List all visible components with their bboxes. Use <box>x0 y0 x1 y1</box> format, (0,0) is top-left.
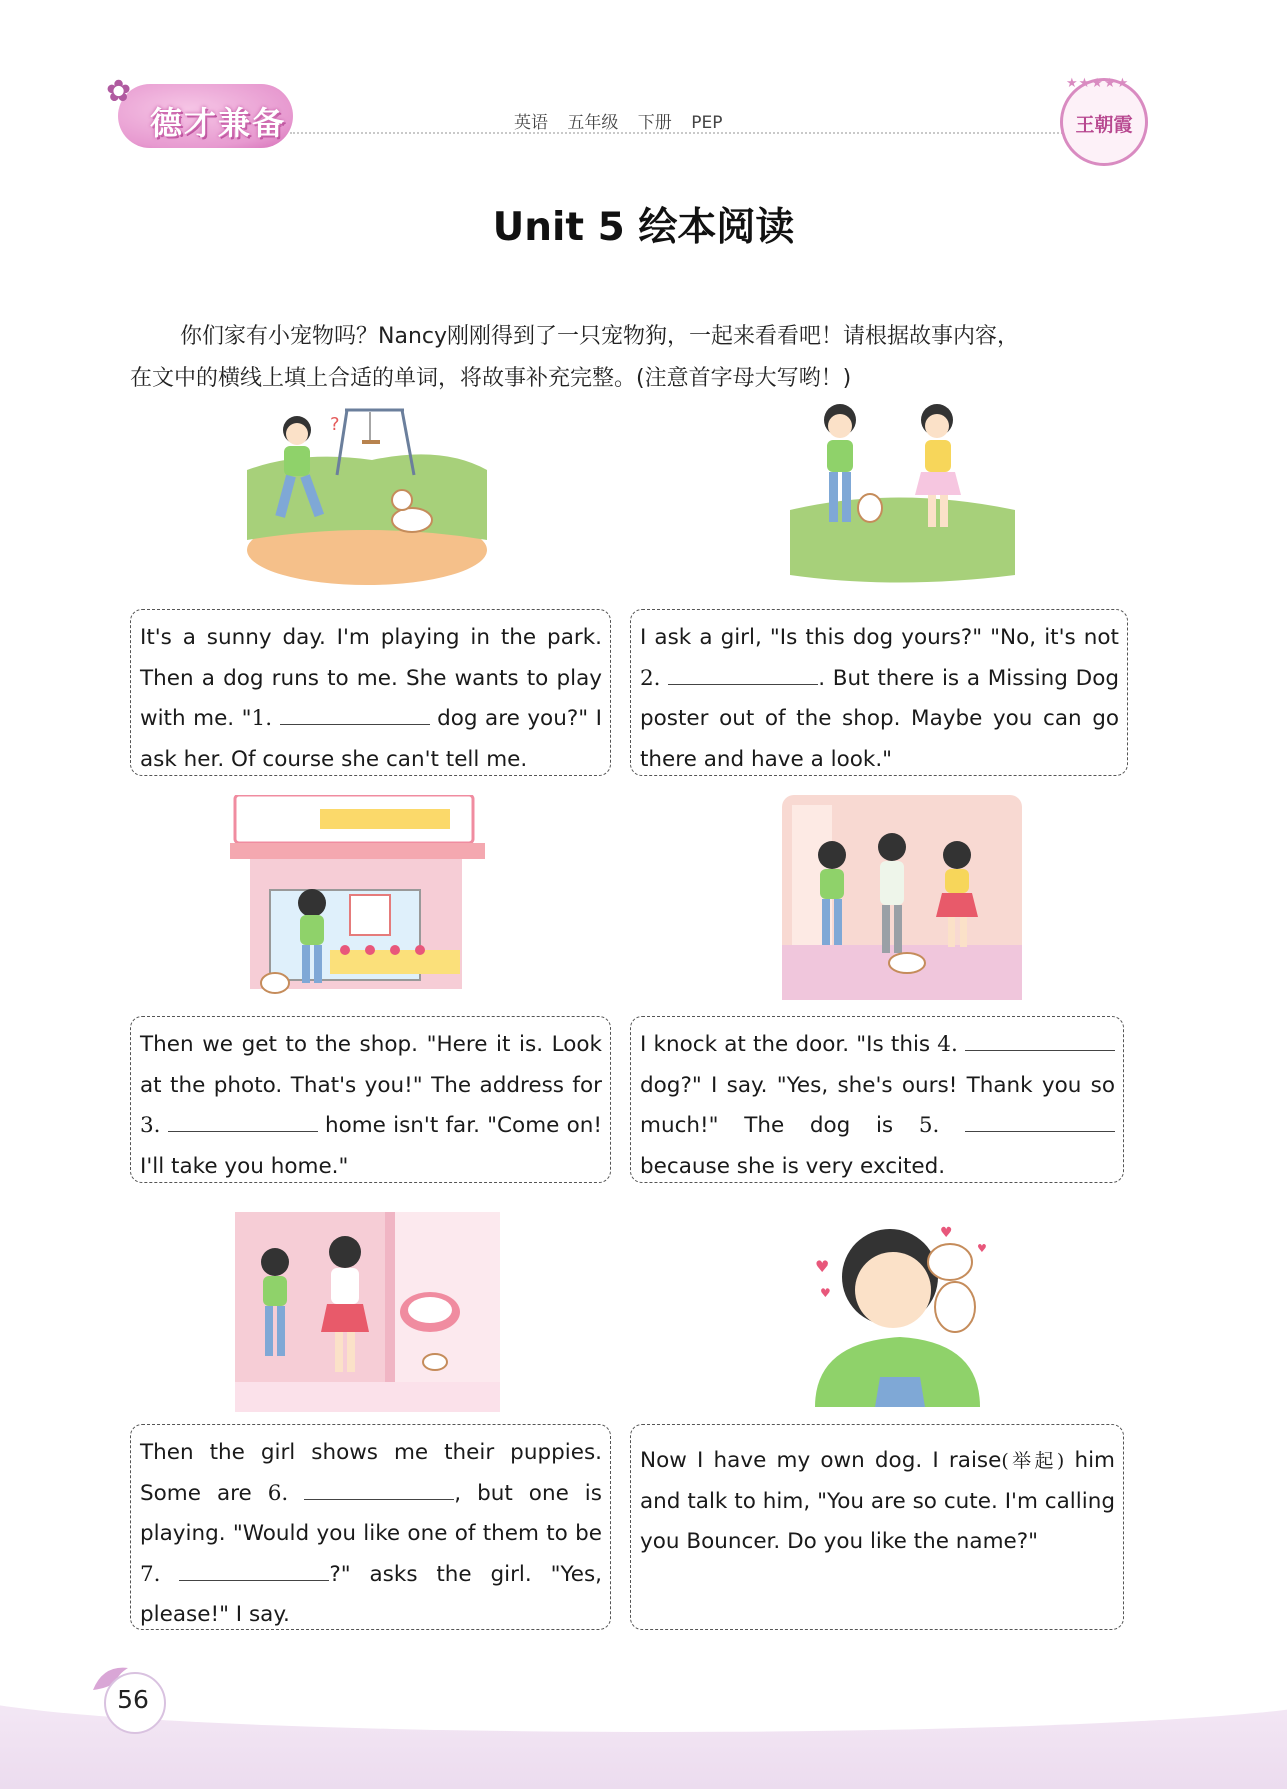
panel-1-text-b: dog are you?" I ask her. Of course she can't tell me. <box>140 706 602 772</box>
story-panel-3 <box>130 1016 611 1183</box>
illustration-two-girls <box>785 400 1020 585</box>
blank-3-number: 3. <box>140 1113 161 1138</box>
footer-wave <box>0 1652 1287 1732</box>
story-panel-5 <box>130 1424 611 1630</box>
panel-6-text-a: Now I have my own dog. I raise <box>640 1448 1002 1473</box>
palm-tree-icon: ✿ <box>106 74 132 109</box>
svg-text:♥: ♥ <box>940 1225 953 1241</box>
book-info: 英语 五年级 下册 PEP <box>514 113 723 133</box>
panel-2-text-b: . But there is a Missing Dog poster out of the shop. Maybe you can go there and have a look." <box>640 665 1119 772</box>
panel-1-text-a: It's a sunny day. I'm playing in the park. Then a dog runs to me. She wants to play with me. " <box>140 625 602 731</box>
blank-7[interactable] <box>179 1558 329 1581</box>
story-panel-2 <box>630 609 1128 776</box>
blank-1-number: 1. <box>251 706 273 731</box>
panel-4-text-c: because she is very excited. <box>640 1153 946 1179</box>
panel-5-text-b: , but one is playing. "Would you like one of them to be <box>140 1480 602 1546</box>
illustration-family-room <box>782 795 1022 1000</box>
blank-2-number: 2. <box>640 665 661 691</box>
brand-logo-text: 德才兼备 <box>150 104 287 142</box>
panel-6-text-b: him and talk to him, "You are so cute. I'm calling you Bouncer. Do you like the name?" <box>640 1448 1115 1554</box>
blank-4-number: 4. <box>937 1032 958 1057</box>
svg-text:♥: ♥ <box>820 1286 831 1300</box>
panel-3-text-a: Then we get to the shop. "Here it is. Look at the photo. That's you!" The address for <box>140 1032 602 1098</box>
panel-2-text-a: I ask a girl, "Is this dog yours?" "No, it's not <box>640 625 1119 650</box>
illustration-shop <box>230 795 495 995</box>
illustration-park-girl-dog <box>242 400 492 585</box>
blank-1[interactable] <box>280 702 430 725</box>
story-panel-1 <box>130 609 611 776</box>
svg-text:?: ? <box>330 414 340 435</box>
instructions-line-1: 你们家有小宠物吗？Nancy刚刚得到了一只宠物狗，一起来看看吧！请根据故事内容， <box>180 324 1019 349</box>
svg-text:♥: ♥ <box>977 1242 987 1255</box>
page-number: 56 <box>117 1685 149 1714</box>
blank-6-number: 6. <box>267 1480 289 1506</box>
panel-3-text-b: home isn't far. "Come on! I'll take you home." <box>140 1113 602 1179</box>
instructions <box>130 316 1130 400</box>
page-title: Unit 5 绘本阅读 <box>492 205 795 250</box>
panel-4-text-b: dog?" I say. "Yes, she's ours! Thank you so much!" The dog is <box>640 1072 1115 1138</box>
blank-5[interactable] <box>965 1109 1115 1132</box>
panel-6-gloss: (举起) <box>1001 1450 1065 1472</box>
seal-text: 王朝霞 <box>1075 114 1133 136</box>
illustration-puppies <box>235 1212 500 1412</box>
story-panel-6 <box>630 1424 1124 1630</box>
svg-text:♥: ♥ <box>815 1257 830 1276</box>
story-panel-4 <box>630 1016 1124 1183</box>
illustration-girl-hugging-dog <box>805 1212 1005 1407</box>
blank-7-number: 7. <box>140 1561 161 1587</box>
panel-4-text-a: I knock at the door. "Is this <box>640 1032 938 1057</box>
panel-5-text-a: Then the girl shows me their puppies. Some are <box>140 1440 602 1506</box>
blank-5-number: 5. <box>918 1113 940 1138</box>
seal-stars: ★★★★★ <box>1066 76 1130 91</box>
page-header <box>0 0 1287 170</box>
blank-2[interactable] <box>668 662 818 685</box>
blank-6[interactable] <box>304 1477 454 1500</box>
panel-5-text-c: ?" asks the girl. "Yes, please!" I say. <box>140 1561 602 1627</box>
blank-4[interactable] <box>965 1028 1115 1051</box>
instructions-line-2: 在文中的横线上填上合适的单词，将故事补充完整。(注意首字母大写哟！) <box>130 366 852 391</box>
blank-3[interactable] <box>168 1109 318 1132</box>
